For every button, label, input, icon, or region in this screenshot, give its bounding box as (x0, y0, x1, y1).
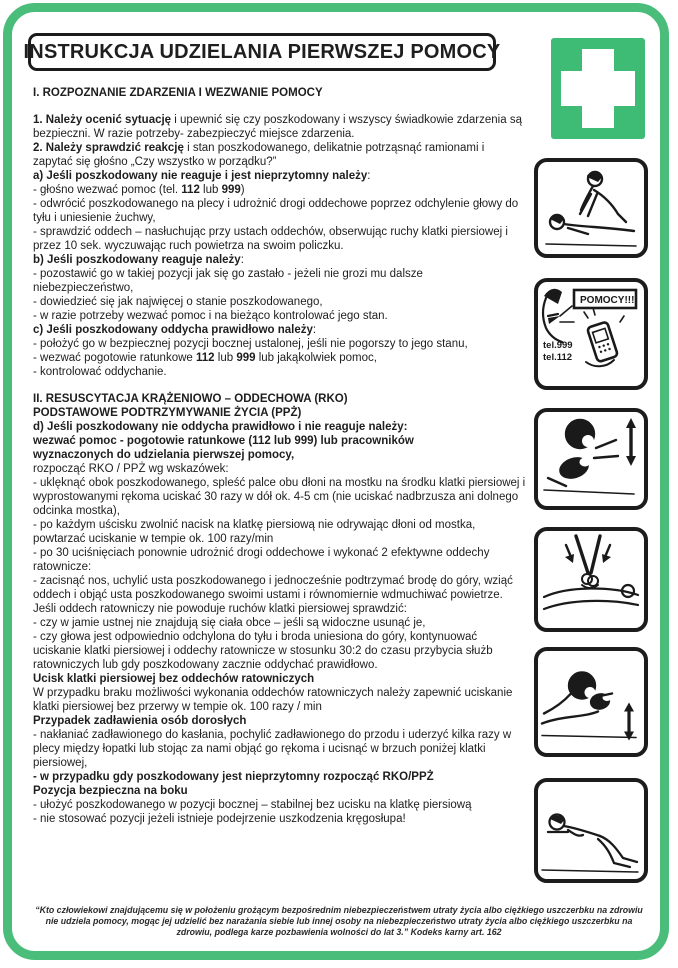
text-line: - nie stosować pozycji jeżeli istnieje podejrzenie uszkodzenia kręgosłupa! (33, 813, 406, 825)
text-line: - głośno wezwać pomoc (tel. 112 lub 999) (33, 184, 245, 196)
page-title: INSTRUKCJA UDZIELANIA PIERWSZEJ POMOCY (28, 33, 496, 71)
text-line: 1. Należy ocenić sytuację i upewnić się czy poszkodowany i wszyscy świadkowie zdarzenia są bezpieczni. W razie potrzeby- zabezpieczyć miejsce zdarzenia. (33, 114, 522, 140)
tel-999-label: tel.999 (543, 340, 573, 351)
text-line: - wezwać pogotowie ratunkowe 112 lub 999 lub jakąkolwiek pomoc, (33, 352, 377, 364)
text-line: - położyć go w bezpiecznej pozycji bocznej ustalonej, jeśli nie pogorszy to jego stanu, (33, 338, 468, 350)
text-line: - pozostawić go w takiej pozycji jak się go zastało - jeżeli nie grozi mu dalsze niebezpieczeństwo, (33, 268, 423, 294)
shout-label: POMOCY!!! (580, 295, 635, 306)
text-line: Jeśli oddech ratowniczy nie powoduje ruchów klatki piersiowej sprawdzić: (33, 603, 407, 615)
figure-check-response (534, 158, 648, 258)
text-line: - odwrócić poszkodowanego na plecy i udrożnić drogi oddechowe poprzez odchylenie głowy do tyłu i uniesienie żuchwy, (33, 198, 519, 224)
text-line: d) Jeśli poszkodowany nie oddycha prawidłowo i nie reaguje należy: (33, 421, 408, 433)
text-line: Pozycja bezpieczna na boku (33, 785, 188, 797)
text-line: - w przypadku gdy poszkodowany jest nieprzytomny rozpocząć RKO/PPŻ (33, 771, 434, 783)
text-line: - ułożyć poszkodowanego w pozycji bocznej – stabilnej bez ucisku na klatkę piersiową (33, 799, 472, 811)
call-for-help-illustration (538, 282, 644, 386)
text-column (33, 86, 526, 826)
cross-horizontal-bar (561, 71, 634, 105)
text-line: c) Jeśli poszkodowany oddycha prawidłowo należy: (33, 324, 317, 336)
text-line: - zacisnąć nos, uchylić usta poszkodowanego i jednocześnie podtrzymać brodę do góry, wziąć oddech i objąć usta poszkodowanego swoimi ustami i równomiernie wdmuchiwać powietrze. (33, 575, 513, 601)
text-line: a) Jeśli poszkodowany nie reaguje i jest nieprzytomny należy: (33, 170, 371, 182)
text-line: - czy głowa jest odpowiednio odchylona do tyłu i broda uniesiona do góry, kontynuować uciskanie klatki piersiowej i oddechy ratownicze w stosunku 30:2 do czasu przybycia służb ratowniczych lub gdy poszkodowany zacznie oddychać prawidłowo. (33, 631, 493, 671)
text-line: Przypadek zadławienia osób dorosłych (33, 715, 247, 727)
figure-call-for-help (534, 278, 648, 390)
text-line: rozpocząć RKO / PPŻ wg wskazówek: (33, 463, 229, 475)
text-line: - w razie potrzeby wezwać pomoc i na bieżąco kontrolować jego stan. (33, 310, 388, 322)
text-line: Ucisk klatki piersiowej bez oddechów ratowniczych (33, 673, 315, 685)
text-line: - czy w jamie ustnej nie znajdują się ciała obce – jeśli są widoczne usunąć je, (33, 617, 426, 629)
text-line: - nakłaniać zadławionego do kasłania, pochylić zadławionego do przodu i uderzyć kilka razy w plecy między łopatki lub stojąc za nami objąć go rękoma i ucisnąć w brzuch poniżej klatki piersiowej, (33, 729, 512, 769)
chest-compressions-illustration (538, 531, 644, 628)
legal-footnote: “Kto człowiekowi znajdującemu się w położeniu grożącym bezpośrednim niebezpieczeństwem utraty życia albo ciężkiego uszczerbku na zdrowiu nie udziela pomocy, mogąc jej udzielić bez narażania siebie lub innej osoby na niebezpieczeństwo utraty życia albo ciężkiego uszczerbku na zdrowiu, podlega karze pozbawienia wolności do lat 3.” Kodeks karny art. 162 (35, 905, 643, 937)
figure-chest-compressions (534, 527, 648, 632)
rescue-breaths-illustration (538, 651, 644, 753)
section-heading: I. ROZPOZNANIE ZDARZENIA I WEZWANIE POMOCY (33, 87, 323, 99)
text-line: b) Jeśli poszkodowany reaguje należy: (33, 254, 244, 266)
figure-open-airway (534, 408, 648, 510)
figure-recovery-position (534, 778, 648, 883)
open-airway-illustration (538, 412, 644, 506)
text-line: - po 30 uciśnięciach ponownie udrożnić drogi oddechowe i wykonać 2 efektywne oddechy ratownicze: (33, 547, 490, 573)
section-heading: II. RESUSCYTACJA KRĄŻENIOWO – ODDECHOWA (RKO) (33, 393, 348, 405)
spacer (33, 100, 526, 113)
figure-rescue-breaths (534, 647, 648, 757)
section-heading: PODSTAWOWE PODTRZYMYWANIE ŻYCIA (PPŻ) (33, 407, 302, 419)
text-line: W przypadku braku możliwości wykonania oddechów ratowniczych należy zapewnić uciskanie klatki piersiowej bez przerwy w tempie ok. 100 razy / min (33, 687, 513, 713)
check-response-illustration (538, 162, 644, 254)
text-line: - po każdym uścisku zwolnić nacisk na klatkę piersiową nie odrywając dłoni od mostka, powtarzać uciskanie w tempie ok. 100 razy/min (33, 519, 476, 545)
text-line: - kontrolować oddychanie. (33, 366, 167, 378)
spacer (33, 379, 526, 392)
text-line: - dowiedzieć się jak najwięcej o stanie poszkodowanego, (33, 296, 323, 308)
tel-112-label: tel.112 (543, 352, 573, 363)
first-aid-cross-icon (551, 38, 645, 139)
text-line: - sprawdzić oddech – nasłuchując przy ustach oddechów, obserwując ruchy klatki piersiowej i przez 10 sek. wyczuwając ruch powietrza na swoim policzku. (33, 226, 508, 252)
text-line: wyznaczonych do udzielania pierwszej pomocy, (33, 449, 295, 461)
text-line: - uklęknąć obok poszkodowanego, spleść palce obu dłoni na mostku na środku klatki piersiowej i wyprostowanymi rękoma uciskać 30 razy w dół ok. 4-5 cm (nie uciskać nadbrzusza ani dolnego odcinka mostka), (33, 477, 526, 517)
text-line: wezwać pomoc - pogotowie ratunkowe (112 lub 999) lub pracowników (33, 435, 414, 447)
text-line: 2. Należy sprawdzić reakcję i stan poszkodowanego, delikatnie potrząsnąć ramionami i zapytać się głośno „Czy wszystko w porządku?” (33, 142, 485, 168)
recovery-position-illustration (538, 782, 644, 879)
